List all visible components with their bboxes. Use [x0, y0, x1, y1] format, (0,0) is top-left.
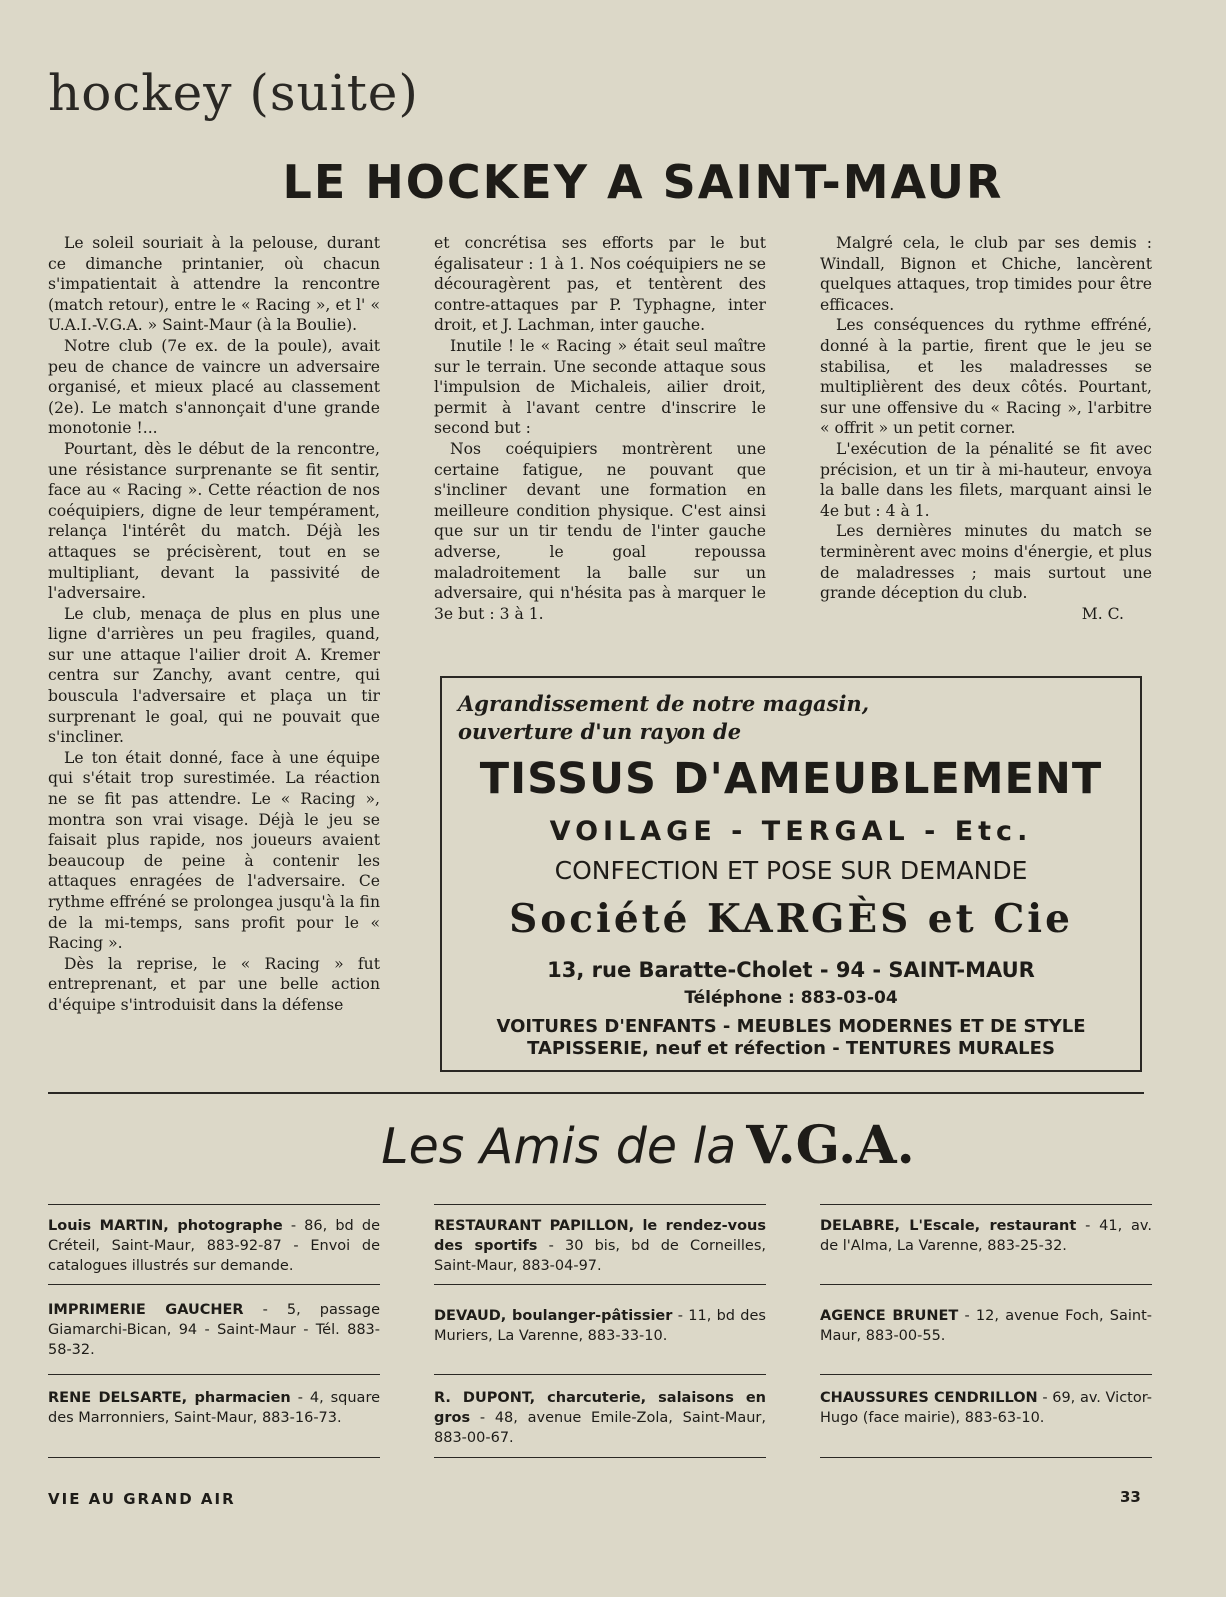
directory-entry [820, 1216, 1152, 1256]
ad-address: 13, rue Baratte-Cholet - 94 - SAINT-MAUR [547, 958, 1035, 982]
magazine-name: VIE AU GRAND AIR [48, 1490, 236, 1508]
ad-intro-line: Agrandissement de notre magasin, [458, 691, 870, 716]
section-label: hockey (suite) [48, 64, 419, 122]
entry-name: RENE DELSARTE, pharmacien [48, 1390, 291, 1406]
page-number: 33 [1120, 1488, 1141, 1506]
store-advertisement [440, 676, 1142, 1072]
entry-name: Louis MARTIN, photographe [48, 1218, 283, 1234]
article-paragraph: Inutile ! le « Racing » était seul maître sur le terrain. Une seconde attaque sous l'impulsion de Michaleis, ailier droit, permit à l'avant centre d'inscrire le second but : [434, 336, 766, 438]
directory-entry [434, 1306, 766, 1346]
ad-products-line: TAPISSERIE, neuf et réfection - TENTURES MURALES [527, 1038, 1055, 1059]
directory-rule [434, 1457, 766, 1458]
directory-rule [48, 1457, 380, 1458]
directory-rule [434, 1284, 766, 1285]
directory-rule [48, 1204, 380, 1205]
article-paragraph: Dès la reprise, le « Racing » fut entreprenant, et par une belle action d'équipe s'introduisit dans la défense [48, 954, 380, 1014]
entry-name: R. DUPONT, charcuterie, salaisons en gros [434, 1390, 766, 1426]
article-paragraph: Le soleil souriait à la pelouse, durant ce dimanche printanier, où chacun s'impatientait à attendre la rencontre (match retour), entre le « Racing », et l' « U.A.I.-V.G.A. » Saint-Maur (à la Boulie). [48, 234, 380, 335]
article-column-2 [434, 233, 766, 624]
directory-entry [48, 1388, 380, 1428]
article-paragraph: Nos coéquipiers montrèrent une certaine fatigue, ne pouvant que s'incliner devant une formation en meilleure condition physique. C'est ainsi que sur un tir tendu de l'inter gauche adverse, le goal repoussa maladroitement la balle sur un adversaire, qui n'hésita pas à marquer le 3e but : 3 à 1. [434, 439, 766, 623]
entry-details: - 86, bd de Créteil, Saint-Maur, 883-92-87 - Envoi de catalogues illustrés sur demande. [48, 1218, 380, 1274]
article-paragraph: Les conséquences du rythme effréné, donné à la partie, firent que le jeu se stabilisa, et les maladresses se multiplièrent des deux côtés. Pourtant, sur une offensive du « Racing », l'arbitre « offrit » un petit corner. [820, 316, 1152, 438]
entry-details: - 5, passage Giamarchi-Bican, 94 - Saint-Maur - Tél. 883-58-32. [48, 1302, 380, 1358]
ad-intro-line: ouverture d'un rayon de [458, 719, 742, 744]
directory-rule [820, 1457, 1152, 1458]
entry-details: - 12, avenue Foch, Saint-Maur, 883-00-55. [820, 1308, 1152, 1344]
entry-name: RESTAURANT PAPILLON, le rendez-vous des sportifs [434, 1218, 766, 1254]
directory-entry [48, 1300, 380, 1360]
entry-name: DELABRE, L'Escale, restaurant [820, 1218, 1077, 1234]
section-divider [48, 1092, 1144, 1094]
article-paragraph: et concrétisa ses efforts par le but égalisateur : 1 à 1. Nos coéquipiers ne se découragèrent pas, et tentèrent des contre-attaques par P. Typhagne, inter droit, et J. Lachman, inter gauche. [434, 234, 766, 335]
entry-name: IMPRIMERIE GAUCHER [48, 1302, 244, 1318]
author-signature: M. C. [1081, 604, 1124, 623]
ad-subline: VOILAGE - TERGAL - Etc. [549, 816, 1033, 847]
directory-rule [48, 1374, 380, 1375]
directory-entry [820, 1388, 1152, 1428]
entry-details: - 11, bd des Muriers, La Varenne, 883-33-10. [434, 1308, 766, 1344]
directory-entry [48, 1216, 380, 1276]
friends-title-text: Les Amis de la [381, 1118, 737, 1175]
article-column-3 [820, 233, 1152, 624]
directory-entry [820, 1306, 1152, 1346]
directory-entry [434, 1216, 766, 1276]
entry-name: CHAUSSURES CENDRILLON [820, 1390, 1038, 1406]
directory-rule [820, 1374, 1152, 1375]
article-paragraph: Malgré cela, le club par ses demis : Windall, Bignon et Chiche, lancèrent quelques attaques, trop timides pour être efficaces. [820, 234, 1152, 314]
friends-title [0, 1115, 1226, 1176]
ad-intro [458, 690, 1058, 746]
ad-company-name: Société KARGÈS et Cie [509, 896, 1073, 942]
entry-details: - 4, square des Marronniers, Saint-Maur, 883-16-73. [48, 1390, 381, 1426]
directory-entry [434, 1388, 766, 1448]
article-paragraph: Le ton était donné, face à une équipe qui s'était trop surestimée. La réaction ne se fit pas attendre. Le « Racing », montra son vrai visage. Déjà le jeu se faisait plus rapide, nos joueurs avaient beaucoup de peine à contenir les attaques enragées de l'adversaire. Ce rythme effréné se prolongea jusqu'à la fin de la mi-temps, sans profit pour le « Racing ». [48, 748, 380, 953]
directory-rule [434, 1204, 766, 1205]
entry-details: - 69, av. Victor-Hugo (face mairie), 883-63-10. [820, 1390, 1152, 1426]
directory-rule [48, 1284, 380, 1285]
entry-details: - 48, avenue Emile-Zola, Saint-Maur, 883-00-67. [434, 1410, 766, 1446]
article-paragraph: Les dernières minutes du match se terminèrent avec moins d'énergie, et plus de maladresses ; mais surtout une grande déception du club. [820, 522, 1152, 603]
article-paragraph: Pourtant, dès le début de la rencontre, une résistance surprenante se fit sentir, face au « Racing ». Cette réaction de nos coéquipiers, digne de leur tempérament, relança l'intérêt du match. Déjà les attaques se précisèrent, tout en se multipliant, devant la passivité de l'adversaire. [48, 439, 380, 603]
ad-products-line: VOITURES D'ENFANTS - MEUBLES MODERNES ET DE STYLE [496, 1016, 1086, 1037]
ad-headline: TISSUS D'AMEUBLEMENT [479, 754, 1103, 804]
directory-rule [820, 1284, 1152, 1285]
entry-details: - 30 bis, bd de Corneilles, Saint-Maur, 883-04-97. [434, 1238, 766, 1274]
article-column-1 [48, 233, 380, 1016]
entry-name: AGENCE BRUNET [820, 1308, 959, 1324]
entry-name: DEVAUD, boulanger-pâtissier [434, 1308, 673, 1324]
ad-phone: Téléphone : 883-03-04 [684, 988, 898, 1008]
article-title: LE HOCKEY A SAINT-MAUR [282, 155, 1004, 209]
article-paragraph: Le club, menaça de plus en plus une ligne d'arrières un peu fragiles, quand, sur une attaque l'ailier droit A. Kremer centra sur Zanchy, avant centre, qui bouscula l'adversaire et plaça un tir surprenant le goal, qui ne pouvait que s'incliner. [48, 604, 380, 747]
directory-rule [434, 1374, 766, 1375]
directory-rule [820, 1204, 1152, 1205]
article-paragraph: L'exécution de la pénalité se fit avec précision, et un tir à mi-hauteur, envoya la balle dans les filets, marquant ainsi le 4e but : 4 à 1. [820, 439, 1152, 520]
ad-service-line: CONFECTION ET POSE SUR DEMANDE [554, 856, 1028, 885]
friends-title-org: V.G.A. [746, 1115, 915, 1176]
article-paragraph: Notre club (7e ex. de la poule), avait peu de chance de vaincre un adversaire organisé, et mieux placé au classement (2e). Le match s'annonçait d'une grande monotonie !... [48, 336, 380, 438]
entry-details: - 41, av. de l'Alma, La Varenne, 883-25-32. [820, 1218, 1152, 1254]
